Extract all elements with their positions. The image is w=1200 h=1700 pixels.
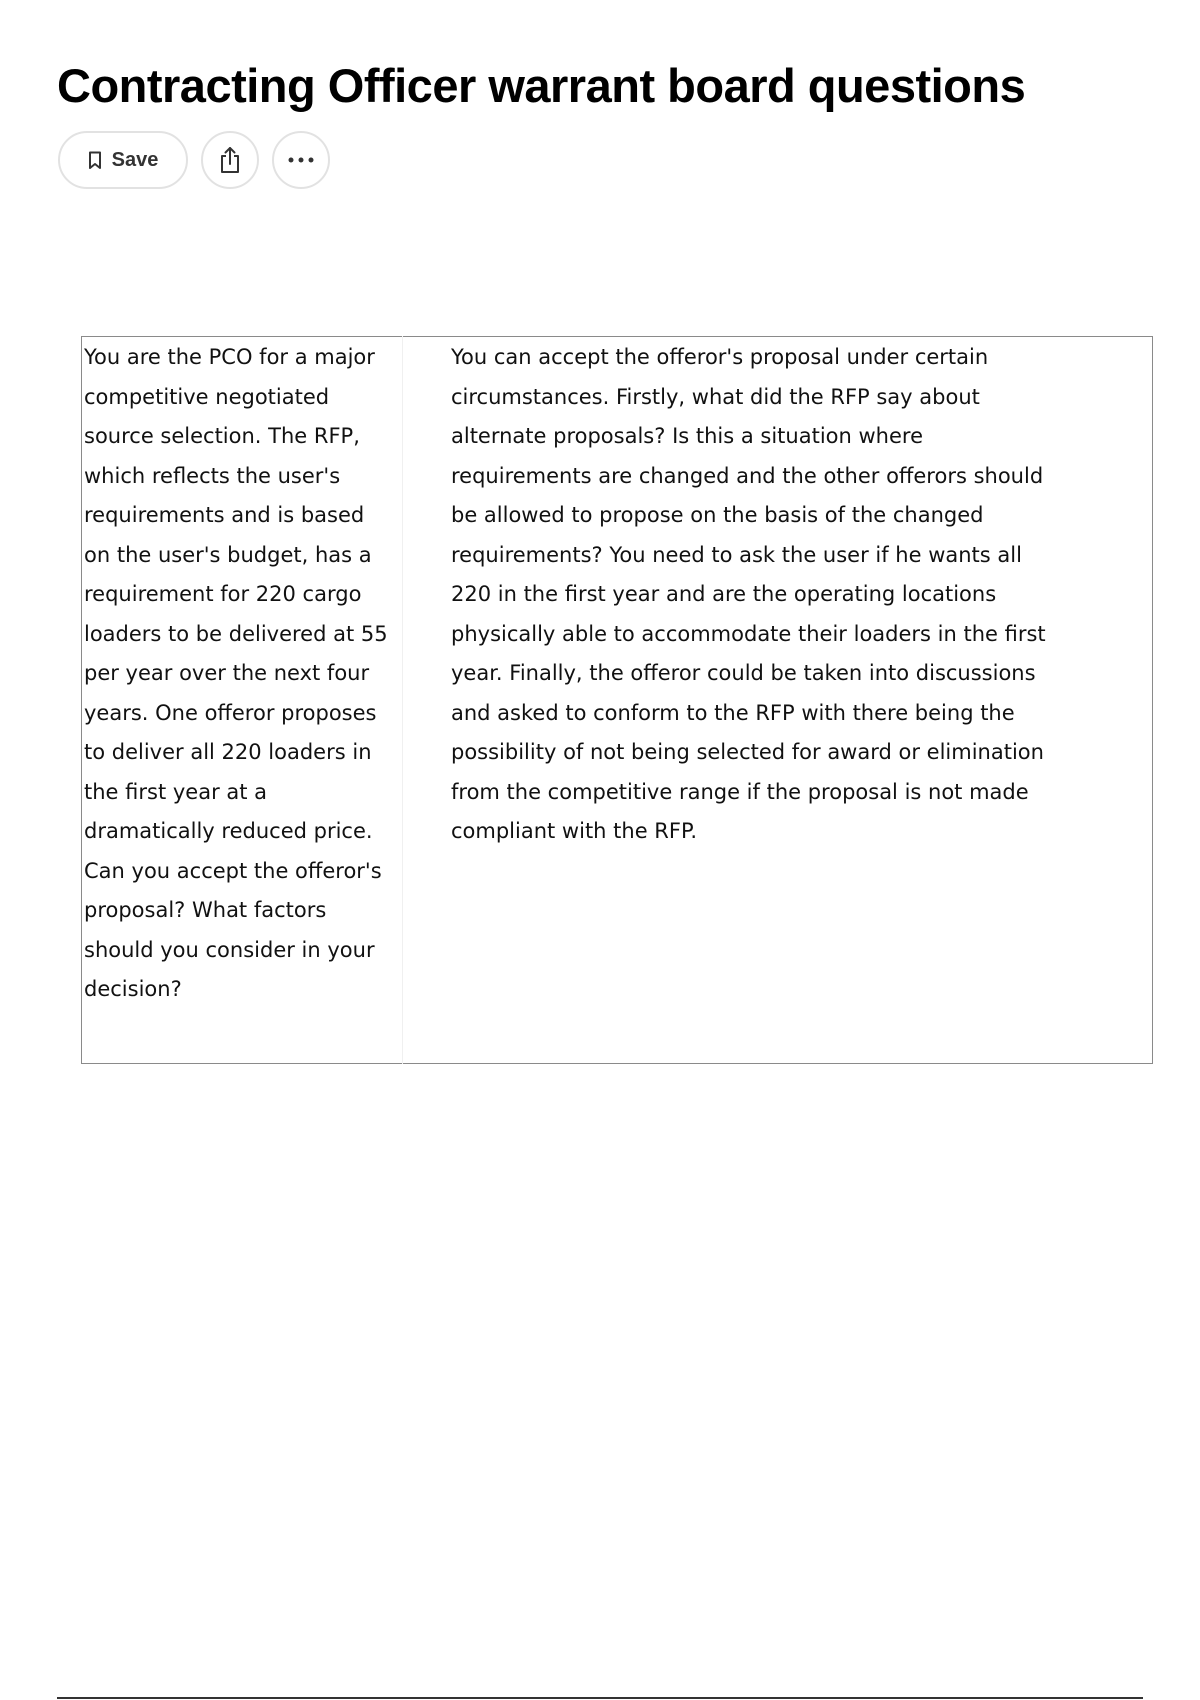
term-cell <box>82 337 403 1064</box>
flashcard-table <box>81 336 1153 1064</box>
footer-divider <box>57 1697 1143 1699</box>
question-text: You are the PCO for a major competitive negotiated source selection. The RFP, which reflects the user's requirements and is based on the user's budget, has a requirement for 220 cargo loaders to be delivered at 55 per year over the next four years. One offeror proposes to deliver all 220 loaders in the first year at a dramatically reduced price. Can you accept the offeror's proposal? What factors should you consider in your decision? <box>84 345 388 1001</box>
more-horizontal-icon <box>287 156 315 164</box>
share-icon <box>217 146 243 174</box>
action-bar <box>58 131 330 189</box>
share-button[interactable] <box>201 131 259 189</box>
answer-text: You can accept the offeror's proposal under certain circumstances. Firstly, what did the RFP say about alternate proposals? Is this a situation where requirements are changed and the other offerors should be allowed to propose on the basis of the changed requirements? You need to ask the user if he wants all 220 in the first year and are the operating locations physically able to accommodate their loaders in the first year. Finally, the offeror could be taken into discussions and asked to conform to the RFP with there being the possibility of not being selected for award or elimination from the competitive range if the proposal is not made compliant with the RFP. <box>451 345 1046 843</box>
more-options-button[interactable] <box>272 131 330 189</box>
save-button[interactable] <box>58 131 188 189</box>
bookmark-icon <box>88 151 102 170</box>
page-title: Contracting Officer warrant board questions <box>57 59 1026 112</box>
flashcard-row <box>82 337 1153 1064</box>
save-button-label: Save <box>111 148 159 171</box>
definition-cell <box>403 337 1153 1064</box>
